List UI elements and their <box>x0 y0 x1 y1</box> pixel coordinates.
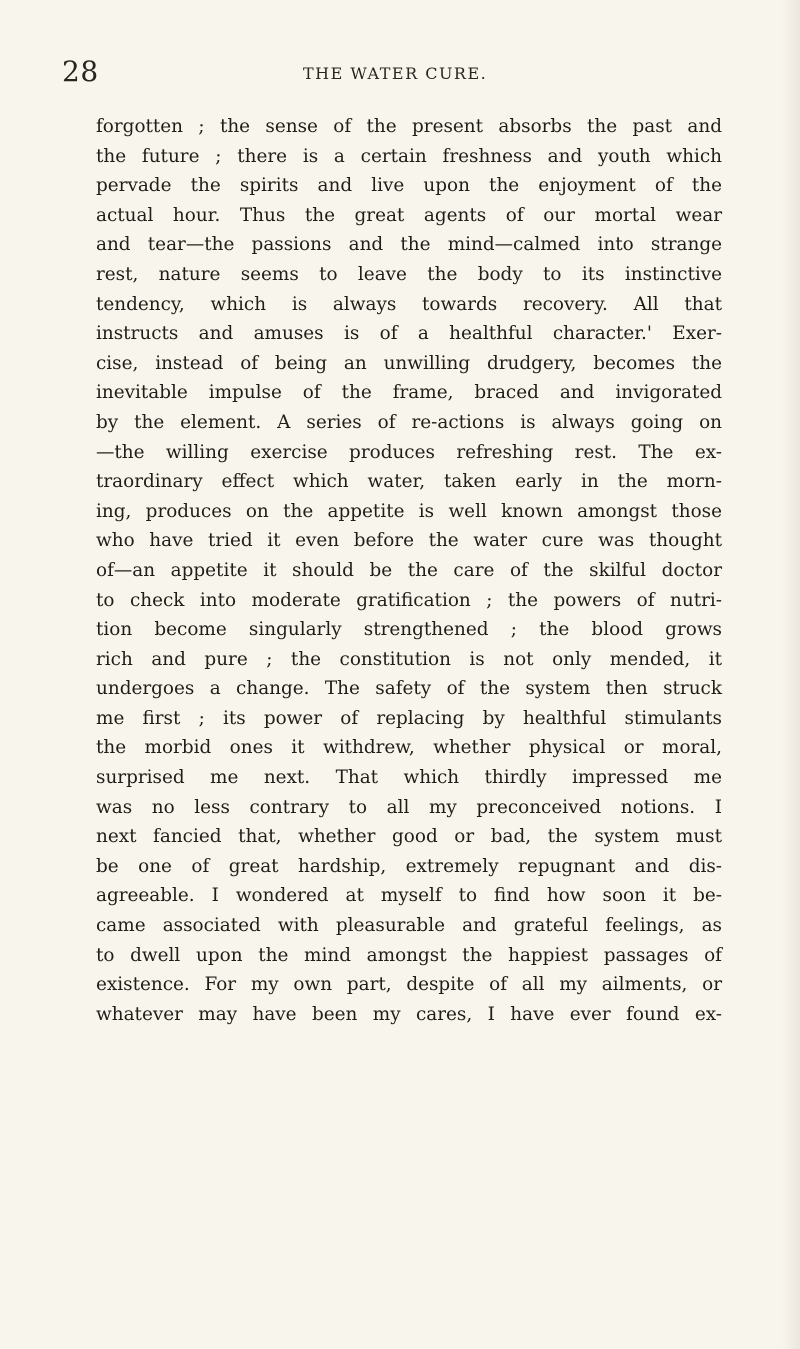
text-line: rich and pure ; the constitution is not only mended, it <box>96 648 722 670</box>
text-line: came associated with pleasurable and grateful feelings, as <box>96 915 722 937</box>
text-line: by the element. A series of re-actions is always going on <box>96 411 722 433</box>
text-line: tendency, which is always towards recovery. All that <box>96 293 722 315</box>
text-line: actual hour. Thus the great agents of our mortal wear <box>96 204 722 226</box>
text-line: instructs and amuses is of a healthful character.' Exer- <box>96 323 722 345</box>
text-line: —the willing exercise produces refreshing rest. The ex- <box>96 441 722 463</box>
text-line: whatever may have been my cares, I have ever found ex- <box>96 1003 722 1025</box>
text-line: ing, produces on the appetite is well known amongst those <box>96 500 722 522</box>
text-line: agreeable. I wondered at myself to find how soon it be- <box>96 885 722 907</box>
text-line: to dwell upon the mind amongst the happiest passages of <box>96 944 722 966</box>
running-title: THE WATER CURE. <box>303 64 488 83</box>
text-line: undergoes a change. The safety of the system then struck <box>96 678 722 700</box>
text-line: surprised me next. That which thirdly impressed me <box>96 767 722 789</box>
text-line: who have tried it even before the water cure was thought <box>96 530 722 552</box>
text-line: was no less contrary to all my preconceived notions. I <box>96 796 722 818</box>
text-line: me first ; its power of replacing by healthful stimulants <box>96 707 722 729</box>
text-line: the morbid ones it withdrew, whether physical or moral, <box>96 737 722 759</box>
text-line: forgotten ; the sense of the present absorbs the past and <box>96 116 722 137</box>
body-text <box>96 112 722 1029</box>
page-number: 28 <box>62 55 99 88</box>
page-edge-shadow <box>782 0 800 1349</box>
text-line: cise, instead of being an unwilling drudgery, becomes the <box>96 352 722 374</box>
text-line: existence. For my own part, despite of all my ailments, or <box>96 974 722 996</box>
text-line: rest, nature seems to leave the body to its instinctive <box>96 263 722 285</box>
text-line: inevitable impulse of the frame, braced and invigorated <box>96 382 722 404</box>
text-line: be one of great hardship, extremely repugnant and dis- <box>96 855 722 877</box>
text-line: to check into moderate gratification ; the powers of nutri- <box>96 589 722 611</box>
text-line: next fancied that, whether good or bad, the system must <box>96 826 722 848</box>
text-line: traordinary effect which water, taken early in the morn- <box>96 471 722 493</box>
text-line: and tear—the passions and the mind—calmed into strange <box>96 234 722 256</box>
text-line: pervade the spirits and live upon the enjoyment of the <box>96 175 722 197</box>
text-line: of—an appetite it should be the care of the skilful doctor <box>96 559 722 581</box>
text-line: tion become singularly strengthened ; the blood grows <box>96 619 722 641</box>
text-line: the future ; there is a certain freshness and youth which <box>96 145 722 167</box>
